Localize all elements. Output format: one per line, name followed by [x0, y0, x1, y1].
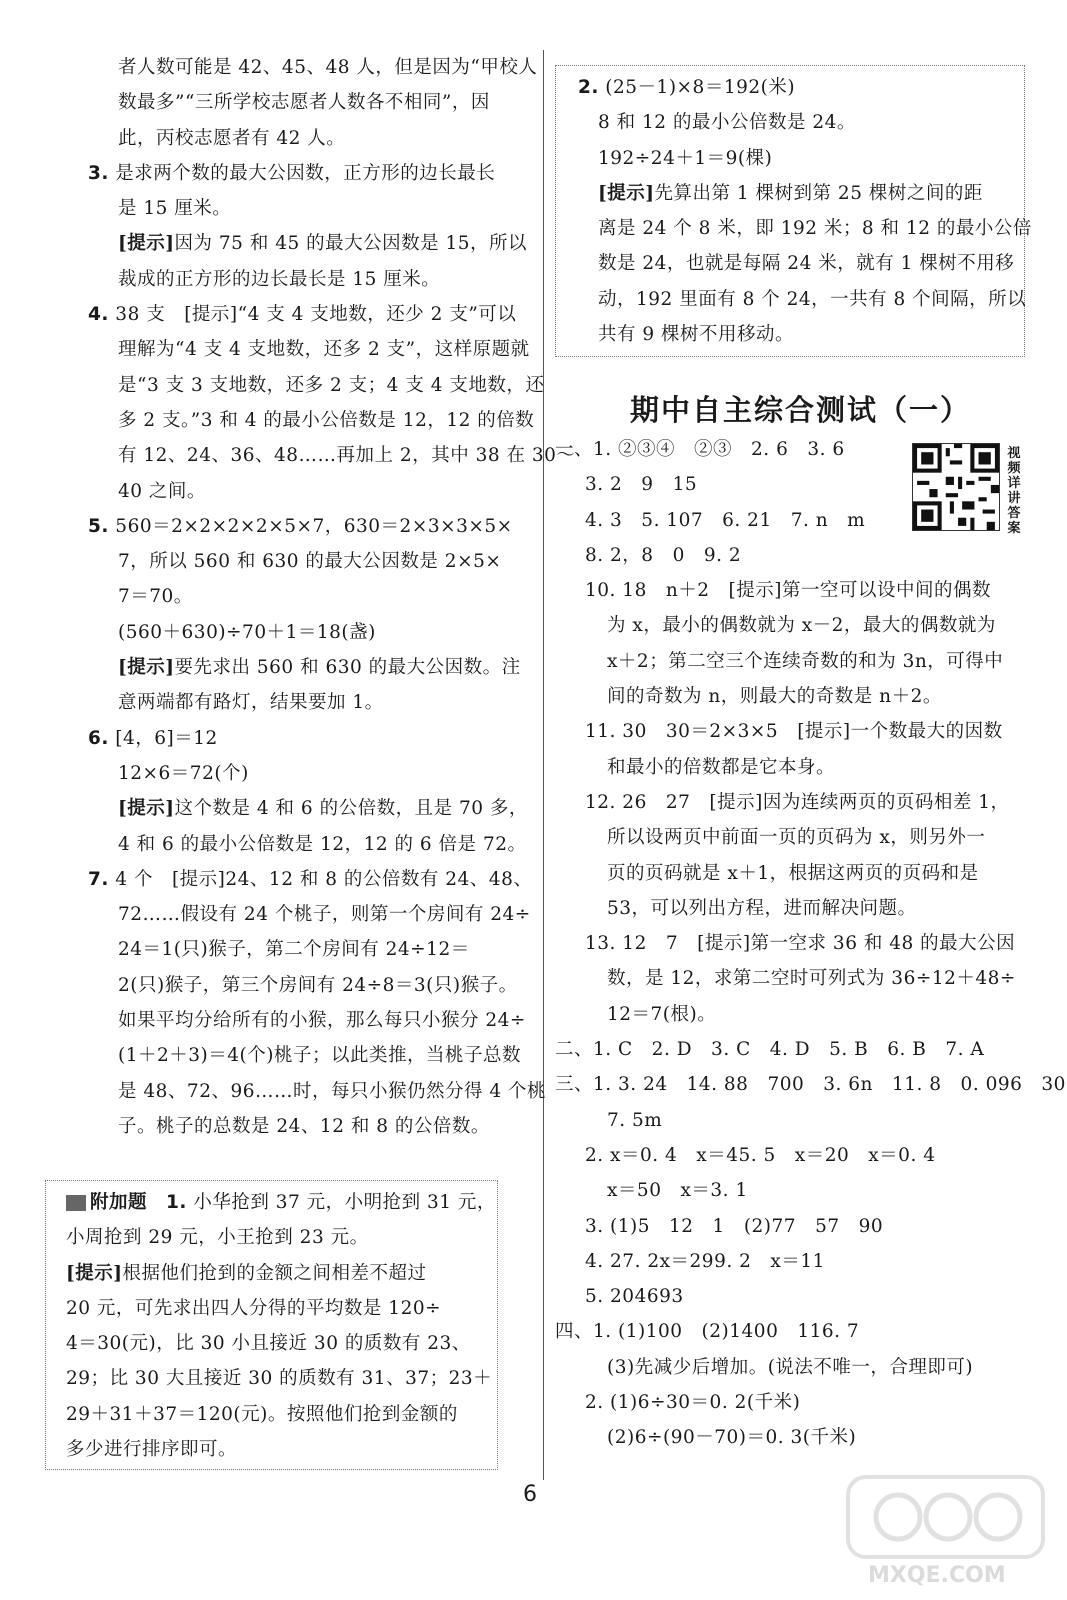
line-text: (3)先减少后增加。(说法不唯一，合理即可) — [607, 1356, 974, 1378]
line-text: 小华抢到 37 元，小明抢到 31 元， — [193, 1192, 496, 1213]
left-line — [88, 297, 538, 332]
left-column — [88, 50, 576, 1144]
line-text: 如果平均分给所有的小猴，那么每只小猴分 24÷ — [118, 1010, 526, 1032]
right-line — [555, 1173, 1025, 1208]
left-line — [88, 791, 538, 826]
left-line — [88, 509, 538, 544]
line-text: 12. 26 27 [提示]因为连续两页的页码相差 1， — [585, 791, 1010, 813]
right-column — [555, 432, 1066, 1456]
line-text: 2. x＝0. 4 x＝45. 5 x＝20 x＝0. 4 — [585, 1144, 936, 1166]
line-text: 共有 9 棵树不用移动。 — [598, 324, 795, 346]
line-text: 4. 3 5. 107 6. 21 7. n m — [585, 509, 866, 531]
right-line — [555, 856, 1025, 891]
line-text: 8 和 12 的最小公倍数是 24。 — [598, 112, 856, 134]
right-line — [555, 1314, 1025, 1349]
line-text: 有 12、24、36、48……再加上 2，其中 38 在 30～ — [118, 445, 576, 467]
right-line — [555, 467, 1025, 502]
right-line — [555, 1032, 1025, 1067]
line-text: 2. (1)6÷30＝0. 2(千米) — [585, 1392, 801, 1414]
line-text: 先算出第 1 棵树到第 25 棵树之间的距 — [654, 182, 983, 204]
left-line — [88, 262, 538, 297]
line-text: 11. 30 30＝2×3×5 [提示]一个数最大的因数 — [585, 721, 1003, 743]
left-line — [88, 1109, 538, 1144]
right-line — [555, 679, 1025, 714]
line-text: 和最小的倍数都是它本身。 — [607, 756, 836, 778]
line-text: 要先求出 560 和 630 的最大公因数。注 — [174, 657, 521, 679]
line-text: 29＋31＋37＝120(元)。按照他们抢到金额的 — [66, 1403, 458, 1425]
line-text: 7＝70。 — [118, 586, 193, 608]
left-line — [88, 226, 538, 261]
left-line — [88, 438, 576, 473]
question-number: 5. — [88, 515, 109, 537]
line-text: 此，丙校志愿者有 42 人。 — [118, 127, 346, 149]
line-text: (25－1)×8＝192(米) — [605, 77, 796, 98]
line-text: 4＝30(元)，比 30 小且接近 30 的质数有 23、 — [66, 1333, 471, 1355]
right-box-line — [578, 246, 1024, 281]
line-text: 意两端都有路灯，结果要加 1。 — [118, 692, 384, 714]
question-number: 1. — [166, 1192, 187, 1213]
line-text: (2)6÷(90－70)＝0. 3(千米) — [607, 1427, 857, 1449]
question-number: 4. — [88, 304, 109, 326]
addon-line — [66, 1326, 489, 1361]
qr-label: 视频详讲答案 — [1007, 446, 1021, 536]
line-text: 13. 12 7 [提示]第一空求 36 和 48 的最大公因 — [585, 933, 1016, 955]
line-text: 是 15 厘米。 — [118, 198, 232, 220]
addon-line — [66, 1361, 493, 1396]
line-text: 间的奇数为 n，则最大的奇数是 n＋2。 — [607, 686, 942, 708]
right-line — [555, 608, 1025, 643]
right-box-line — [578, 176, 1024, 211]
left-line — [88, 50, 538, 85]
line-text: 三、1. 3. 24 14. 88 700 3. 6n 11. 8 0. 096 30 — [555, 1074, 1066, 1096]
right-box-line — [578, 211, 1032, 246]
right-box-line — [578, 70, 1024, 105]
line-text: 所以设两页中前面一页的页码为 x，则另外一 — [607, 827, 986, 849]
right-line — [555, 1279, 1025, 1314]
line-text: 子。桃子的总数是 24、12 和 8 的公倍数。 — [118, 1115, 490, 1137]
right-line — [555, 891, 1025, 926]
line-text: 24＝1(只)猴子，第二个房间有 24÷12＝ — [118, 939, 470, 961]
right-line — [555, 644, 1025, 679]
right-line — [555, 538, 1025, 573]
line-text: 12×6＝72(个) — [118, 762, 249, 784]
line-text: [4，6]＝12 — [115, 727, 218, 749]
line-text: 53，可以列出方程，进而解决问题。 — [607, 897, 917, 919]
line-text: 192÷24＋1＝9(棵) — [598, 147, 773, 169]
addon-line — [66, 1220, 489, 1255]
line-text: 2(只)猴子，第三个房间有 24÷8＝3(只)猴子。 — [118, 974, 518, 996]
line-text: 这个数是 4 和 6 的公倍数，且是 70 多， — [174, 798, 528, 820]
line-text: 是求两个数的最大公因数，正方形的边长最长 — [115, 162, 496, 184]
addon-line — [66, 1291, 489, 1326]
line-text: 是 48、72、96……时，每只小猴仍然分得 4 个桃 — [118, 1080, 547, 1102]
hint-label: [提示] — [118, 657, 175, 679]
left-line — [88, 827, 538, 862]
line-text: 因为 75 和 45 的最大公因数是 15，所以 — [174, 233, 528, 255]
line-text: 为 x，最小的偶数就为 x－2，最大的偶数就为 — [607, 615, 996, 637]
left-line — [88, 897, 538, 932]
right-line — [555, 714, 1025, 749]
left-line — [88, 862, 538, 897]
left-line — [88, 1074, 547, 1109]
right-line — [555, 1350, 1025, 1385]
line-text: 40 之间。 — [118, 480, 206, 502]
left-line — [88, 403, 538, 438]
addon-line — [66, 1256, 489, 1291]
question-number: 3. — [88, 162, 109, 184]
left-line — [88, 121, 538, 156]
addon-marker-icon — [66, 1195, 86, 1211]
line-text: 小周抢到 29 元，小王抢到 23 元。 — [66, 1227, 369, 1249]
line-text: (1＋2＋3)＝4(个)桃子；以此类推，当桃子总数 — [118, 1045, 521, 1067]
left-line — [88, 85, 538, 120]
line-text: 5. 204693 — [585, 1286, 684, 1308]
right-line — [555, 1103, 1025, 1138]
line-text: 离是 24 个 8 米，即 192 米；8 和 12 的最小公倍 — [598, 218, 1032, 240]
line-text: 一、1. ②③④ ②③ 2. 6 3. 6 — [555, 439, 845, 460]
line-text: 多 2 支。”3 和 4 的最小公倍数是 12，12 的倍数 — [118, 409, 535, 431]
left-line — [88, 721, 538, 756]
line-text: 数是 24，也就是每隔 24 米，就有 1 棵树不用移 — [598, 253, 1015, 275]
right-line — [555, 503, 1025, 538]
question-number: 7. — [88, 868, 109, 890]
right-box-line — [578, 282, 1027, 317]
line-text: 8. 2，8 0 9. 2 — [585, 544, 742, 566]
right-line — [555, 997, 1025, 1032]
left-line — [88, 650, 538, 685]
line-text: 3. 2 9 15 — [585, 474, 698, 496]
line-text: 29；比 30 大且接近 30 的质数有 31、37；23＋ — [66, 1368, 493, 1390]
left-line — [88, 191, 538, 226]
addon-line — [66, 1432, 489, 1467]
hint-label: [提示] — [66, 1262, 123, 1284]
hint-label: [提示] — [118, 233, 175, 255]
addon-title: 附加题 — [90, 1192, 148, 1213]
column-divider — [543, 50, 544, 1480]
line-text: 3. (1)5 12 1 (2)77 57 90 — [585, 1215, 884, 1237]
line-text: 动，192 里面有 8 个 24，一共有 8 个间隔，所以 — [598, 288, 1027, 310]
right-box-line — [578, 141, 1024, 176]
line-text: 4. 27. 2x＝299. 2 x＝11 — [585, 1250, 825, 1272]
right-line — [555, 820, 1025, 855]
left-line — [88, 1038, 538, 1073]
line-text: 二、1. C 2. D 3. C 4. D 5. B 6. B 7. A — [555, 1039, 985, 1061]
left-line — [88, 544, 538, 579]
right-line — [555, 1385, 1025, 1420]
addon-line — [66, 1397, 489, 1432]
left-line — [88, 1003, 538, 1038]
line-text: 20 元，可先求出四人分得的平均数是 120÷ — [66, 1297, 442, 1319]
left-line — [88, 332, 538, 367]
watermark-text: MXQE.COM — [868, 1563, 1006, 1588]
left-line — [88, 615, 538, 650]
page-number: 6 — [523, 1482, 537, 1507]
line-text: 72……假设有 24 个桃子，则第一个房间有 24÷ — [118, 904, 531, 926]
left-line — [88, 579, 538, 614]
left-line — [88, 474, 538, 509]
right-dotted-box — [555, 65, 1032, 357]
line-text: 者人数可能是 42、45、48 人，但是因为“甲校人 — [118, 57, 538, 78]
right-line — [555, 750, 1025, 785]
line-text: 裁成的正方形的边长最长是 15 厘米。 — [118, 268, 441, 290]
right-box-lines — [578, 70, 1032, 352]
left-line — [88, 156, 538, 191]
right-line — [555, 432, 1025, 467]
left-line — [88, 368, 545, 403]
question-number: 6. — [88, 727, 109, 749]
line-text: 38 支 [提示]“4 支 4 支地数，还少 2 支”可以 — [115, 304, 517, 326]
right-line — [555, 1209, 1025, 1244]
left-line — [88, 968, 538, 1003]
line-text: 数，是 12，求第二空时可列式为 36÷12＋48÷ — [607, 968, 1016, 990]
line-text: 四、1. (1)100 (2)1400 116. 7 — [555, 1321, 860, 1343]
line-text: x＋2；第二空三个连续奇数的和为 3n，可得中 — [607, 650, 1004, 672]
right-line — [555, 1138, 1025, 1173]
line-text: x＝50 x＝3. 1 — [607, 1180, 748, 1202]
question-number: 2. — [578, 77, 599, 98]
line-text: (560＋630)÷70＋1＝18(盏) — [118, 621, 376, 643]
hint-label: [提示] — [118, 798, 175, 820]
watermark-logo — [838, 1472, 1053, 1590]
right-line — [555, 1420, 1025, 1455]
line-text: 4 个 [提示]24、12 和 8 的公倍数有 24、48、 — [115, 868, 533, 890]
right-box-line — [578, 105, 1024, 140]
left-line — [88, 685, 538, 720]
left-line — [88, 932, 538, 967]
right-box-line — [578, 317, 1024, 352]
right-line — [555, 926, 1025, 961]
line-text: 4 和 6 的最小公倍数是 12，12 的 6 倍是 72。 — [118, 833, 527, 855]
right-line — [555, 961, 1025, 996]
right-line — [555, 785, 1025, 820]
addon-lines — [66, 1220, 493, 1467]
line-text: 数最多”“三所学校志愿者人数各不相同”，因 — [118, 92, 490, 114]
addon-box — [45, 1180, 498, 1470]
line-text: 页的页码就是 x＋1，根据这两页的页码和是 — [607, 862, 979, 884]
hint-label: [提示] — [598, 182, 655, 204]
addon-title-line — [66, 1185, 496, 1220]
line-text: 根据他们抢到的金额之间相差不超过 — [122, 1262, 427, 1284]
right-line — [555, 1244, 1025, 1279]
left-line — [88, 756, 538, 791]
line-text: 10. 18 n＋2 [提示]第一空可以设中间的偶数 — [585, 580, 991, 602]
line-text: 理解为“4 支 4 支地数，还多 2 支”，这样原题就 — [118, 339, 530, 361]
right-line — [555, 1067, 1066, 1102]
line-text: 是“3 支 3 支地数，还多 2 支；4 支 4 支地数，还 — [118, 374, 545, 396]
line-text: 560＝2×2×2×2×5×7，630＝2×3×3×5× — [115, 515, 513, 537]
line-text: 7，所以 560 和 630 的最大公因数是 2×5× — [118, 551, 502, 573]
right-line — [555, 573, 1025, 608]
line-text: 多少进行排序即可。 — [66, 1439, 238, 1461]
line-text: 7. 5m — [607, 1109, 663, 1131]
line-text: 12＝7(根)。 — [607, 1003, 717, 1025]
section-title: 期中自主综合测试（一） — [630, 393, 972, 427]
